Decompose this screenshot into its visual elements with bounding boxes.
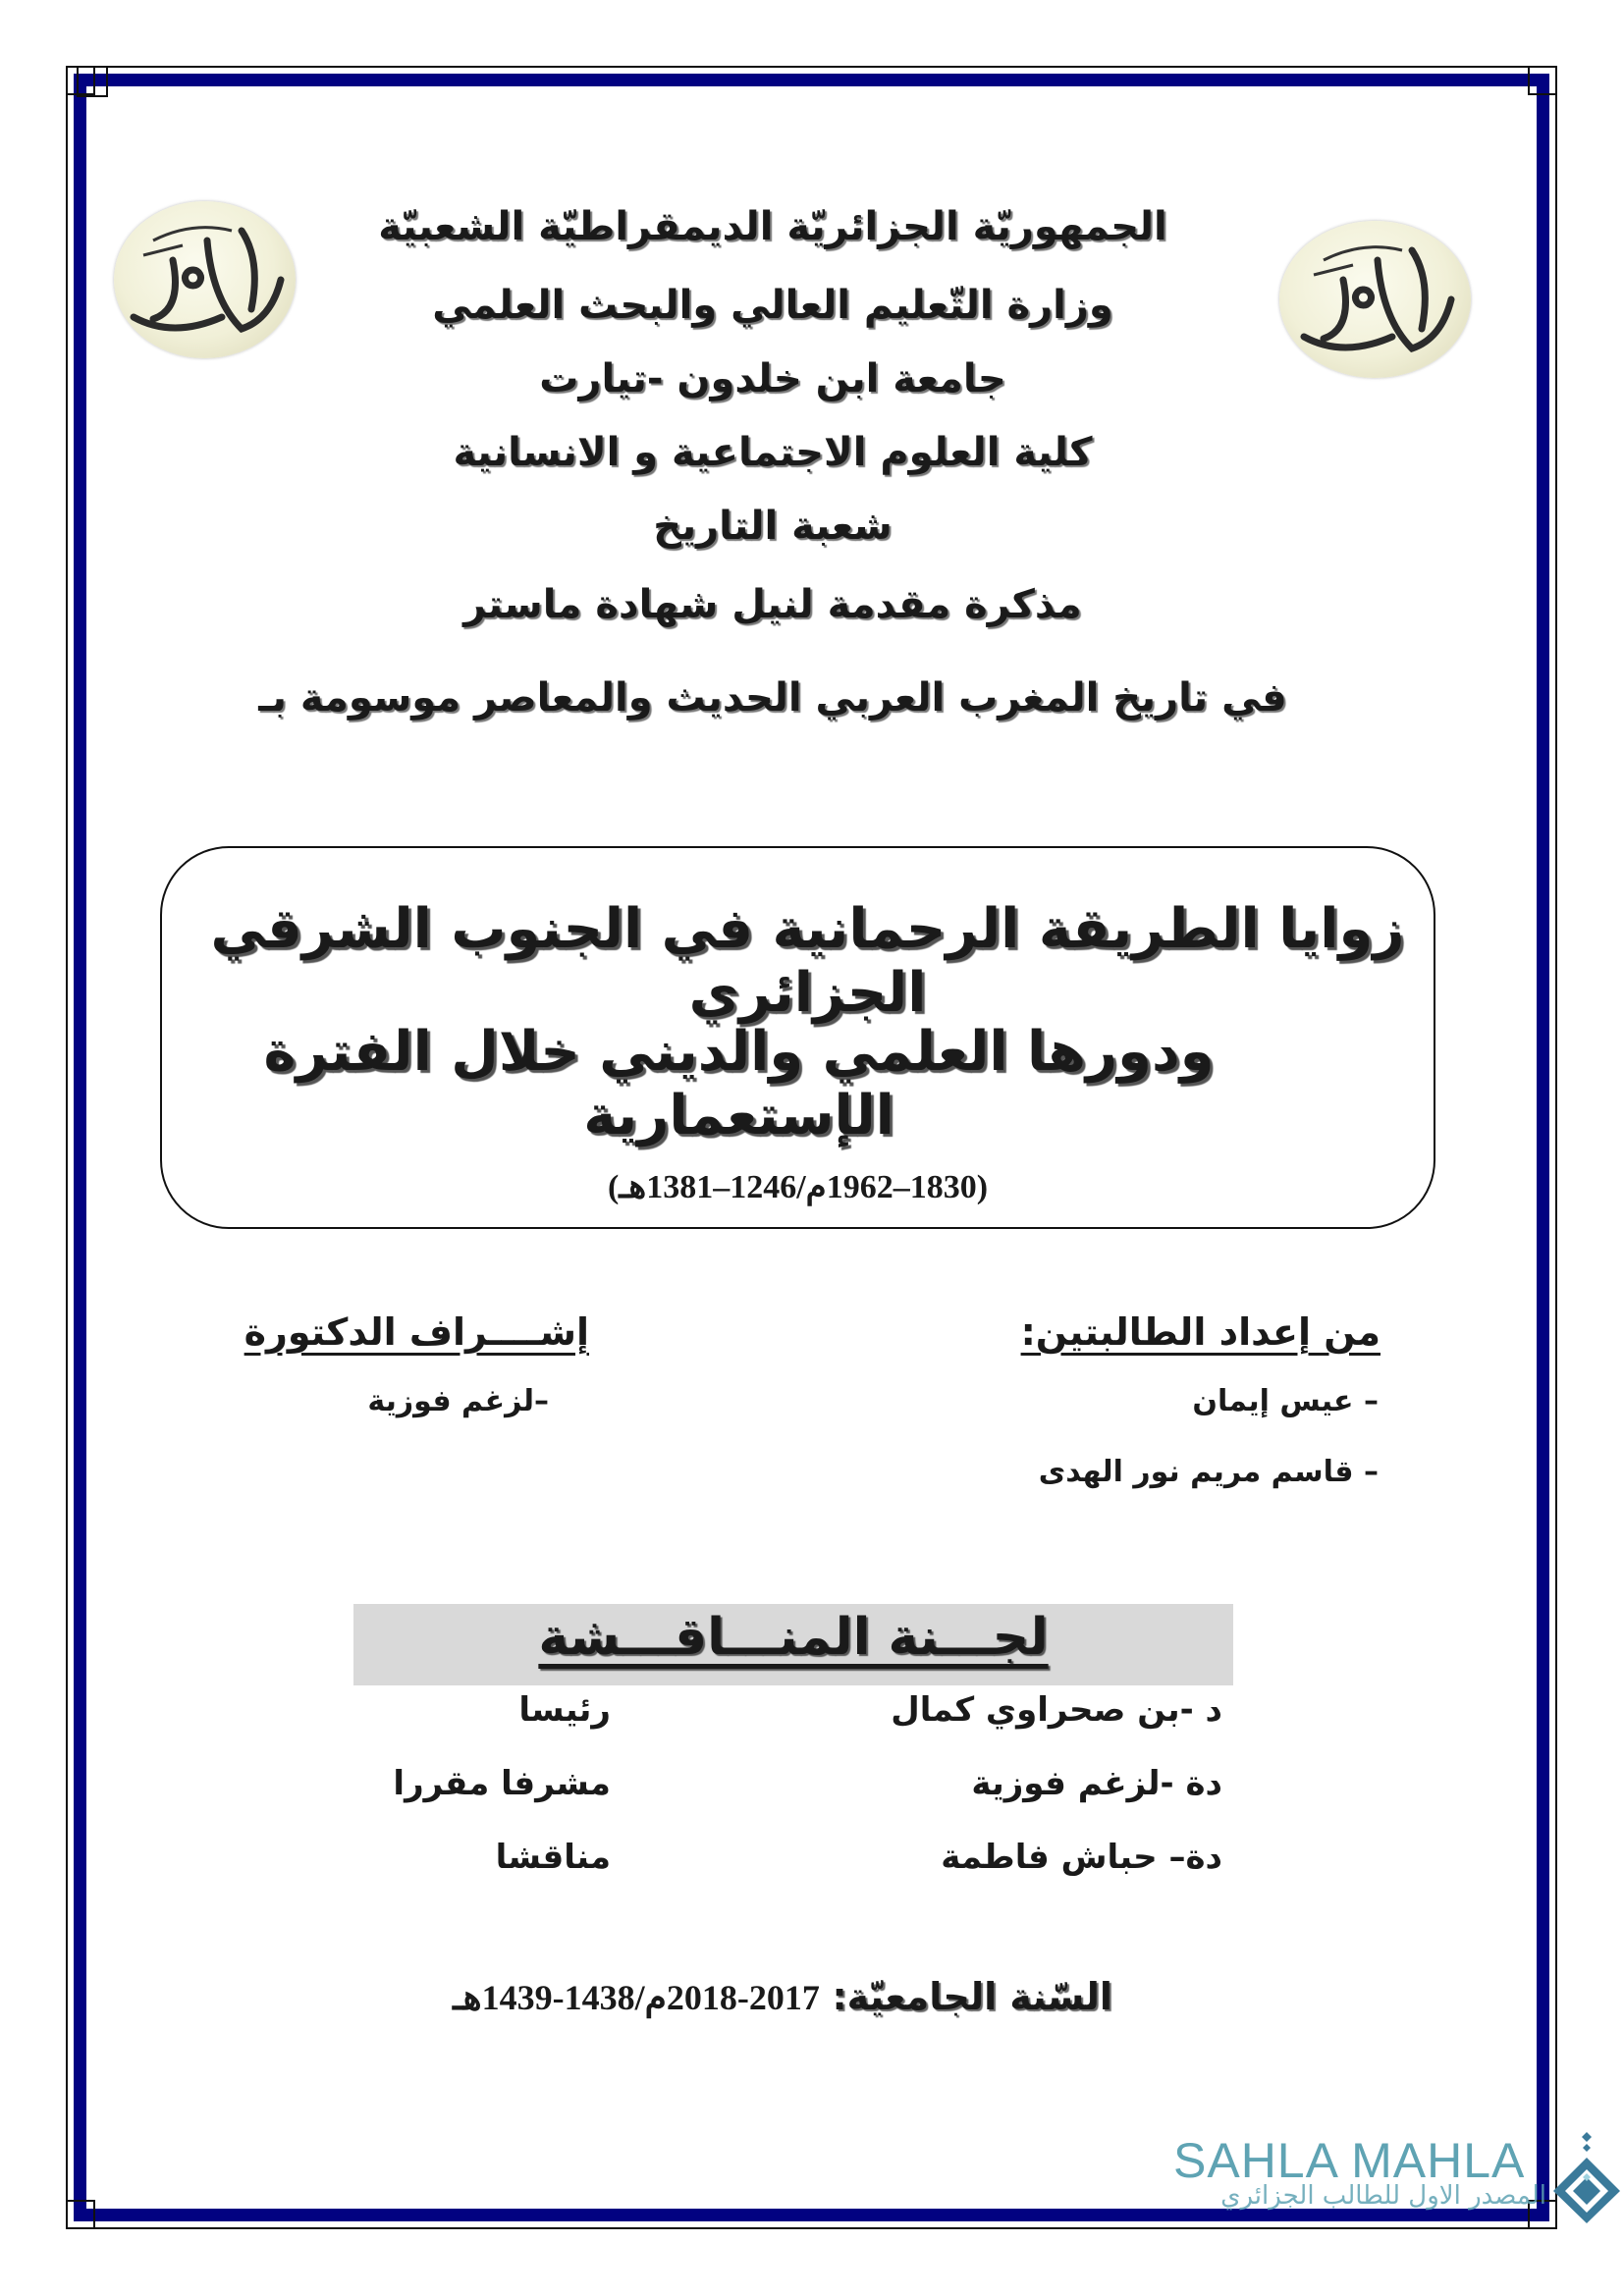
committee-member-role: رئيسا — [518, 1690, 611, 1730]
committee-heading: لجـــنة المنـــاقـــشة — [538, 1608, 1049, 1667]
academic-year — [0, 1975, 1595, 2018]
student-name: – عيس إيمان — [1192, 1384, 1379, 1418]
thesis-title-box — [160, 846, 1435, 1229]
frame-corner-ornament — [77, 66, 108, 97]
supervisor-heading: إشــــراف الدكتورة — [244, 1310, 589, 1354]
header-specialty: في تاريخ المغرب العربي الحديث والمعاصر موسومة بـ — [258, 675, 1287, 721]
watermark-tagline: المصدر الاول للطالب الجزائري — [1220, 2181, 1546, 2211]
frame-corner-ornament — [1528, 66, 1557, 95]
watermark-brand: SAHLA MAHLA — [1173, 2133, 1526, 2188]
header-ministry: وزارة التّعليم العالي والبحث العلمي — [432, 283, 1113, 328]
header-university: جامعة ابن خلدون -تيارت — [539, 356, 1006, 401]
sahla-mahla-logo-icon — [1551, 2130, 1622, 2223]
committee-member-role: مشرفا مقررا — [393, 1764, 611, 1803]
academic-year-label: السّنة الجامعيّة: — [832, 1975, 1112, 2018]
supervisor-name: –لزغم فوزية — [367, 1384, 549, 1418]
students-heading: من إعداد الطالبتين: — [1020, 1310, 1380, 1354]
header-republic: الجمهوريّة الجزائريّة الديمقراطيّة الشعبيّة — [378, 204, 1167, 249]
header-department: شعبة التاريخ — [653, 504, 893, 549]
academic-year-value: 2017-2018م/1438-1439هـ — [453, 1978, 820, 2017]
header-degree: مذكرة مقدمة لنيل شهادة ماستر — [463, 582, 1082, 627]
committee-member-role: مناقشا — [495, 1838, 611, 1877]
thesis-period: (1830–1962م/1246–1381هـ) — [607, 1169, 989, 1205]
committee-member-name: دة -لزغم فوزية — [971, 1764, 1222, 1803]
thesis-title-line-2: ودورها العلمي والديني خلال الفترة الإستعمارية — [263, 1020, 1215, 1148]
frame-corner-ornament — [66, 2200, 95, 2229]
committee-member-name: دة– حباش فاطمة — [941, 1838, 1222, 1877]
header-faculty: كلية العلوم الاجتماعية و الانسانية — [453, 430, 1093, 475]
committee-member-name: د -بن صحراوي كمال — [891, 1690, 1222, 1730]
committee-heading-band — [353, 1604, 1233, 1685]
thesis-title-line-1: زوايا الطريقة الرحمانية في الجنوب الشرقي الجزائري — [210, 897, 1405, 1025]
student-name: – قاسم مريم نور الهدى — [1038, 1455, 1379, 1489]
